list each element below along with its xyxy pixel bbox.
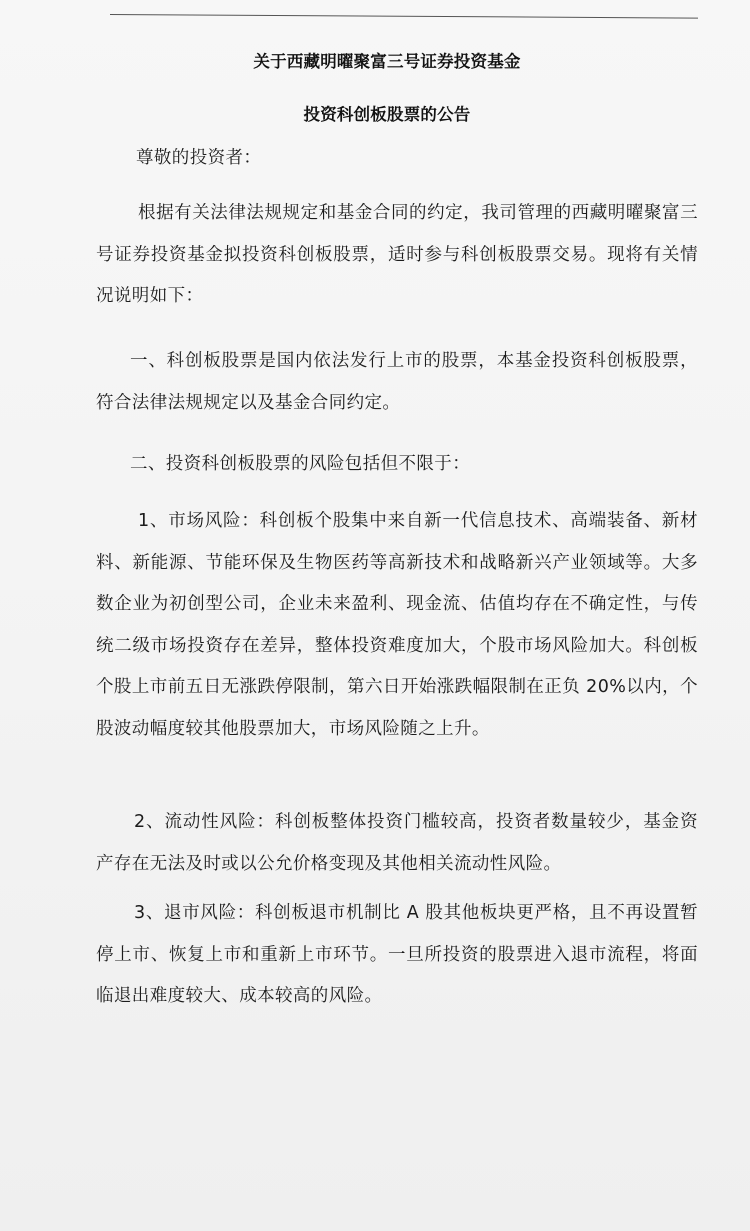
market-risk-paragraph: 1、市场风险：科创板个股集中来自新一代信息技术、高端装备、新材料、新能源、节能环保及生物医药等高新技术和战略新兴产业领域等。大多数企业为初创型公司，企业未来盈利、现金流、估值均存在不确定性，与传统二级市场投资存在差异，整体投资难度加大，个股市场风险加大。科创板个股上市前五日无涨跌停限制，第六日开始涨跌幅限制在正负 20%以内，个股波动幅度较其他股票加大，市场风险随之上升。 [96,511,698,739]
section-two-heading: 二、投资科创板股票的风险包括但不限于： [130,454,471,474]
liquidity-risk-paragraph: 2、流动性风险：科创板整体投资门槛较高，投资者数量较少，基金资产存在无法及时或以公允价格变现及其他相关流动性风险。 [96,812,698,874]
salutation: 尊敬的投资者： [136,148,262,168]
section-one-paragraph: 一、科创板股票是国内依法发行上市的股票，本基金投资科创板股票，符合法律法规规定以及基金合同约定。 [96,351,698,413]
top-divider [110,14,698,19]
intro-paragraph: 根据有关法律法规规定和基金合同的约定，我司管理的西藏明曜聚富三号证券投资基金拟投资科创板股票，适时参与科创板股票交易。现将有关情况说明如下： [96,203,698,306]
title-line-1: 关于西藏明曜聚富三号证券投资基金 [253,52,521,71]
delisting-risk-paragraph: 3、退市风险：科创板退市机制比 A 股其他板块更严格，且不再设置暂停上市、恢复上市和重新上市环节。一旦所投资的股票进入退市流程，将面临退出难度较大、成本较高的风险。 [96,903,698,1006]
title-line-2: 投资科创板股票的公告 [303,105,471,124]
